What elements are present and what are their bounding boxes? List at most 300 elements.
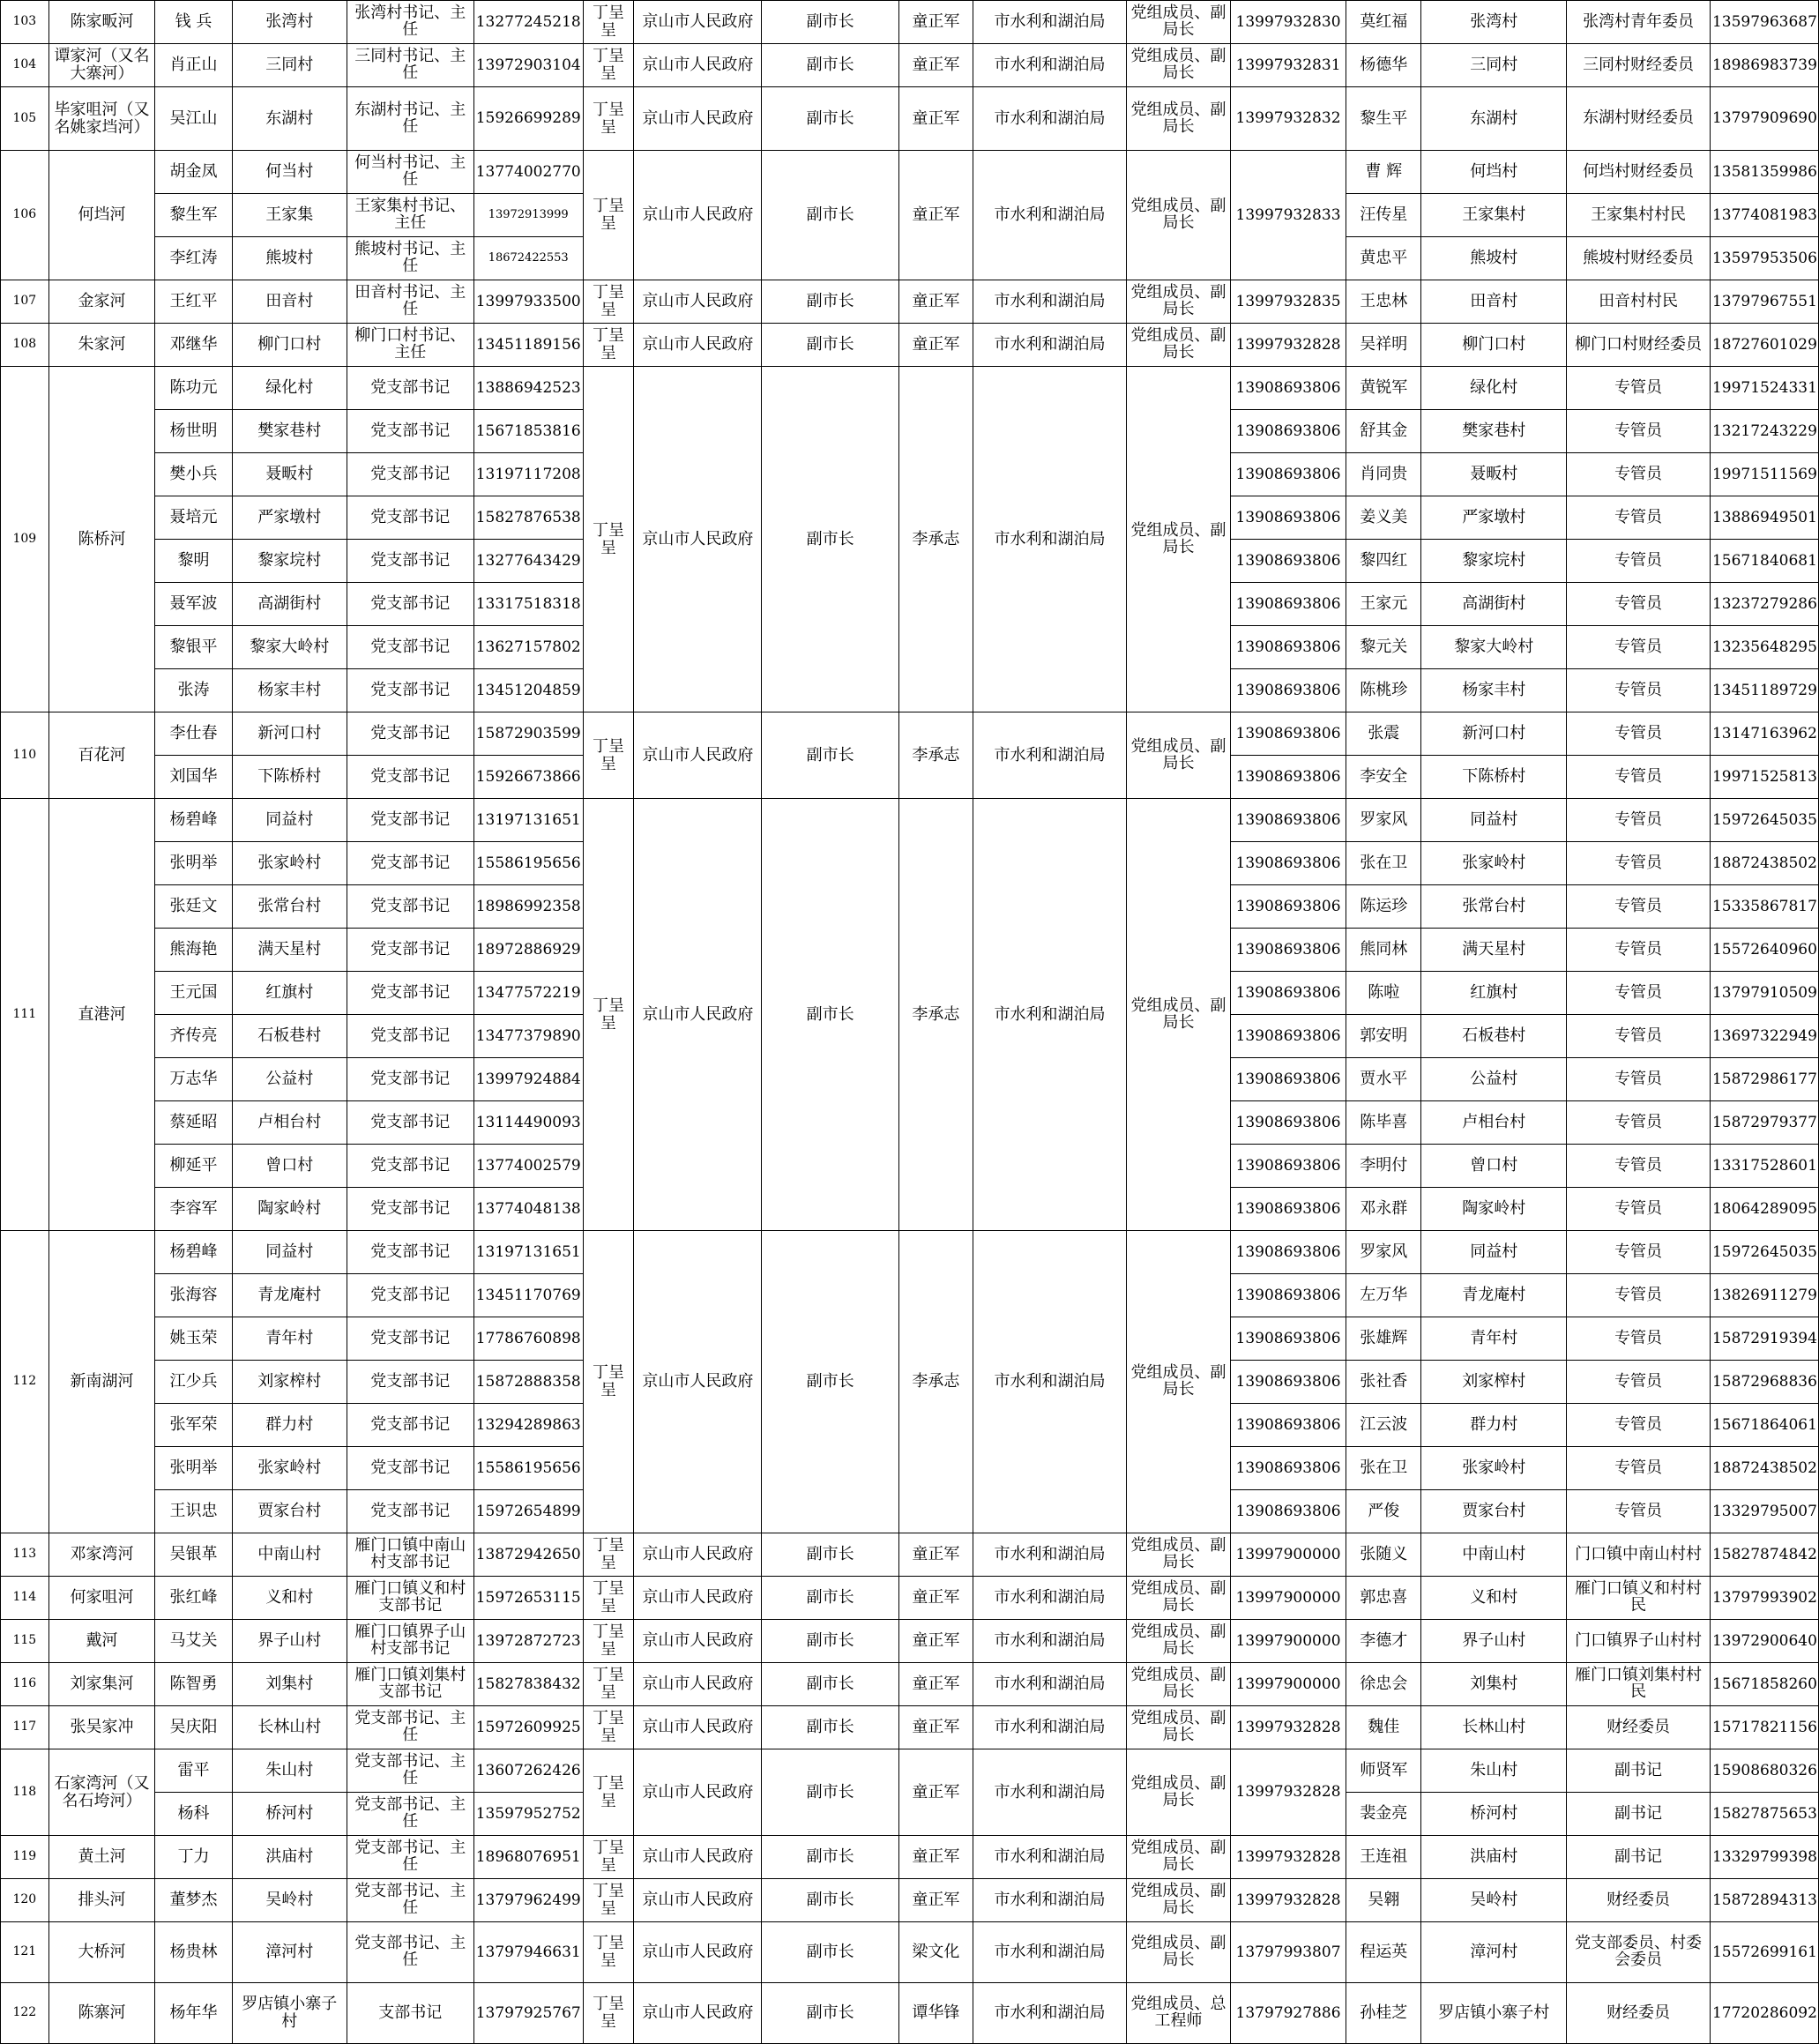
inspector-position-cell: 何垱村财经委员: [1567, 151, 1711, 194]
table-row: [1, 1231, 1819, 1274]
unit-cell: 京山市人民政府: [634, 1836, 762, 1879]
village-phone-cell: 13886942523: [473, 367, 583, 410]
village-chief-cell: 杨贵林: [155, 1922, 232, 1983]
village-name-cell: 张家岭村: [232, 1447, 347, 1490]
inspector-village-cell: 同益村: [1421, 799, 1567, 842]
village-name-cell: 柳门口村: [232, 324, 347, 367]
village-position-cell: 雁门口镇刘集村支部书记: [347, 1663, 473, 1706]
village-chief-cell: 熊海艳: [155, 929, 232, 972]
row-number-cell: 121: [1, 1922, 49, 1983]
village-phone-cell: 18972886929: [473, 929, 583, 972]
contact-position-cell: 党组成员、副局长: [1127, 799, 1231, 1231]
unit-cell: 京山市人民政府: [634, 1, 762, 44]
inspector-phone-cell: 15335867817: [1710, 885, 1818, 929]
contact-dept-cell: 市水利和湖泊局: [973, 44, 1126, 87]
inspector-phone-cell: 15872919394: [1710, 1317, 1818, 1361]
village-chief-cell: 钱 兵: [155, 1, 232, 44]
inspector-village-cell: 青年村: [1421, 1317, 1567, 1361]
inspector-cell: 徐忠会: [1346, 1663, 1421, 1706]
village-chief-cell: 张军荣: [155, 1404, 232, 1447]
inspector-village-cell: 刘家榨村: [1421, 1361, 1567, 1404]
village-chief-cell: 张明举: [155, 842, 232, 885]
contact-phone-cell: 13908693806: [1230, 799, 1346, 842]
county-chief-cell: 丁呈呈: [583, 712, 634, 799]
contact-position-cell: 党组成员、副局长: [1127, 1533, 1231, 1577]
inspector-position-cell: 专管员: [1567, 496, 1711, 540]
village-phone-cell: 15872903599: [473, 712, 583, 756]
village-position-cell: 党支部书记、主任: [347, 1706, 473, 1749]
inspector-phone-cell: 13797993902: [1710, 1577, 1818, 1620]
county-position-cell: 副市长: [762, 280, 898, 324]
table-row: [1, 151, 1819, 194]
village-phone-cell: 13607262426: [473, 1749, 583, 1793]
contact-phone-cell: 13797993807: [1230, 1922, 1346, 1983]
contact-dept-cell: 市水利和湖泊局: [973, 799, 1126, 1231]
river-name-cell: 直港河: [48, 799, 155, 1231]
inspector-village-cell: 桥河村: [1421, 1793, 1567, 1836]
contact-leader-cell: 童正军: [898, 1533, 973, 1577]
inspector-cell: 黎生平: [1346, 87, 1421, 151]
inspector-village-cell: 满天星村: [1421, 929, 1567, 972]
inspector-cell: 孙桂芝: [1346, 1983, 1421, 2044]
inspector-cell: 王家元: [1346, 583, 1421, 626]
village-chief-cell: 杨世明: [155, 410, 232, 453]
village-position-cell: 党支部书记: [347, 583, 473, 626]
village-name-cell: 同益村: [232, 1231, 347, 1274]
village-chief-cell: 张海容: [155, 1274, 232, 1317]
inspector-position-cell: 专管员: [1567, 1404, 1711, 1447]
village-chief-cell: 吴江山: [155, 87, 232, 151]
inspector-phone-cell: 19971525813: [1710, 756, 1818, 799]
inspector-phone-cell: 18986983739: [1710, 44, 1818, 87]
village-phone-cell: 13997933500: [473, 280, 583, 324]
row-number-cell: 115: [1, 1620, 49, 1663]
village-chief-cell: 杨年华: [155, 1983, 232, 2044]
river-name-cell: 戴河: [48, 1620, 155, 1663]
village-phone-cell: 13797946631: [473, 1922, 583, 1983]
inspector-village-cell: 三同村: [1421, 44, 1567, 87]
village-name-cell: 新河口村: [232, 712, 347, 756]
inspector-phone-cell: 19971524331: [1710, 367, 1818, 410]
village-position-cell: 党支部书记、主任: [347, 1922, 473, 1983]
inspector-village-cell: 黎家大岭村: [1421, 626, 1567, 669]
contact-leader-cell: 李承志: [898, 799, 973, 1231]
contact-phone-cell: 13997900000: [1230, 1620, 1346, 1663]
unit-cell: 京山市人民政府: [634, 1620, 762, 1663]
village-position-cell: 党支部书记: [347, 1404, 473, 1447]
contact-dept-cell: 市水利和湖泊局: [973, 712, 1126, 799]
inspector-cell: 熊同林: [1346, 929, 1421, 972]
contact-phone-cell: 13908693806: [1230, 1015, 1346, 1058]
table-row: [1, 1577, 1819, 1620]
river-name-cell: 朱家河: [48, 324, 155, 367]
contact-leader-cell: 李承志: [898, 1231, 973, 1533]
village-name-cell: 严家墩村: [232, 496, 347, 540]
contact-leader-cell: 童正军: [898, 1577, 973, 1620]
village-name-cell: 界子山村: [232, 1620, 347, 1663]
contact-dept-cell: 市水利和湖泊局: [973, 324, 1126, 367]
inspector-village-cell: 漳河村: [1421, 1922, 1567, 1983]
contact-phone-cell: 13908693806: [1230, 1317, 1346, 1361]
inspector-village-cell: 曾口村: [1421, 1145, 1567, 1188]
contact-position-cell: 党组成员、副局长: [1127, 1836, 1231, 1879]
village-name-cell: 贾家台村: [232, 1490, 347, 1533]
river-name-cell: 排头河: [48, 1879, 155, 1922]
inspector-phone-cell: 15671840681: [1710, 540, 1818, 583]
contact-position-cell: 党组成员、总工程师: [1127, 1983, 1231, 2044]
village-name-cell: 黎家垸村: [232, 540, 347, 583]
village-position-cell: 党支部书记: [347, 626, 473, 669]
village-chief-cell: 李红涛: [155, 237, 232, 280]
county-chief-cell: 丁呈呈: [583, 1983, 634, 2044]
village-chief-cell: 陈功元: [155, 367, 232, 410]
contact-dept-cell: 市水利和湖泊局: [973, 1983, 1126, 2044]
contact-phone-cell: 13908693806: [1230, 367, 1346, 410]
river-name-cell: 陈寨河: [48, 1983, 155, 2044]
row-number-cell: 112: [1, 1231, 49, 1533]
village-chief-cell: 杨科: [155, 1793, 232, 1836]
village-phone-cell: 13872942650: [473, 1533, 583, 1577]
village-chief-cell: 黎生军: [155, 194, 232, 237]
inspector-position-cell: 专管员: [1567, 1058, 1711, 1101]
village-chief-cell: 陈智勇: [155, 1663, 232, 1706]
inspector-cell: 张在卫: [1346, 1447, 1421, 1490]
village-name-cell: 田音村: [232, 280, 347, 324]
inspector-village-cell: 朱山村: [1421, 1749, 1567, 1793]
village-phone-cell: 13627157802: [473, 626, 583, 669]
contact-dept-cell: 市水利和湖泊局: [973, 1879, 1126, 1922]
row-number-cell: 117: [1, 1706, 49, 1749]
inspector-position-cell: 雁门口镇义和村村民: [1567, 1577, 1711, 1620]
village-name-cell: 公益村: [232, 1058, 347, 1101]
county-chief-cell: 丁呈呈: [583, 280, 634, 324]
contact-position-cell: 党组成员、副局长: [1127, 712, 1231, 799]
inspector-village-cell: 张家岭村: [1421, 842, 1567, 885]
inspector-phone-cell: 13797910509: [1710, 972, 1818, 1015]
county-chief-cell: 丁呈呈: [583, 1749, 634, 1836]
inspector-village-cell: 樊家巷村: [1421, 410, 1567, 453]
county-position-cell: 副市长: [762, 712, 898, 799]
village-chief-cell: 黎明: [155, 540, 232, 583]
village-position-cell: 三同村书记、主任: [347, 44, 473, 87]
inspector-position-cell: 专管员: [1567, 929, 1711, 972]
inspector-cell: 师贤军: [1346, 1749, 1421, 1793]
contact-position-cell: 党组成员、副局长: [1127, 1922, 1231, 1983]
inspector-cell: 黄锐军: [1346, 367, 1421, 410]
village-chief-cell: 董梦杰: [155, 1879, 232, 1922]
contact-phone-cell: 13997932828: [1230, 1749, 1346, 1836]
village-chief-cell: 王元国: [155, 972, 232, 1015]
inspector-village-cell: 贾家台村: [1421, 1490, 1567, 1533]
inspector-phone-cell: 15972645035: [1710, 1231, 1818, 1274]
row-number-cell: 119: [1, 1836, 49, 1879]
contact-position-cell: 党组成员、副局长: [1127, 44, 1231, 87]
contact-phone-cell: 13997932832: [1230, 87, 1346, 151]
inspector-position-cell: 专管员: [1567, 1317, 1711, 1361]
village-phone-cell: 15972609925: [473, 1706, 583, 1749]
inspector-position-cell: 东湖村财经委员: [1567, 87, 1711, 151]
contact-position-cell: 党组成员、副局长: [1127, 280, 1231, 324]
inspector-position-cell: 专管员: [1567, 885, 1711, 929]
contact-dept-cell: 市水利和湖泊局: [973, 87, 1126, 151]
row-number-cell: 107: [1, 280, 49, 324]
contact-phone-cell: 13908693806: [1230, 1101, 1346, 1145]
village-phone-cell: 13197117208: [473, 453, 583, 496]
county-position-cell: 副市长: [762, 1, 898, 44]
contact-leader-cell: 童正军: [898, 1749, 973, 1836]
village-position-cell: 党支部书记: [347, 540, 473, 583]
inspector-village-cell: 张湾村: [1421, 1, 1567, 44]
inspector-cell: 张随义: [1346, 1533, 1421, 1577]
village-chief-cell: 杨碧峰: [155, 1231, 232, 1274]
village-phone-cell: 15827876538: [473, 496, 583, 540]
village-phone-cell: 13277643429: [473, 540, 583, 583]
inspector-village-cell: 陶家岭村: [1421, 1188, 1567, 1231]
table-row: [1, 799, 1819, 842]
inspector-village-cell: 公益村: [1421, 1058, 1567, 1101]
village-phone-cell: 13477572219: [473, 972, 583, 1015]
village-chief-cell: 张涛: [155, 669, 232, 712]
village-name-cell: 青龙庵村: [232, 1274, 347, 1317]
village-chief-cell: 樊小兵: [155, 453, 232, 496]
village-name-cell: 王家集: [232, 194, 347, 237]
inspector-phone-cell: 17720286092: [1710, 1983, 1818, 2044]
inspector-village-cell: 聂畈村: [1421, 453, 1567, 496]
village-phone-cell: 15926699289: [473, 87, 583, 151]
contact-phone-cell: 13908693806: [1230, 885, 1346, 929]
village-chief-cell: 黎银平: [155, 626, 232, 669]
inspector-position-cell: 专管员: [1567, 1145, 1711, 1188]
unit-cell: 京山市人民政府: [634, 1749, 762, 1836]
village-chief-cell: 李容军: [155, 1188, 232, 1231]
inspector-cell: 郭忠喜: [1346, 1577, 1421, 1620]
village-phone-cell: 18672422553: [473, 237, 583, 280]
village-phone-cell: 13797962499: [473, 1879, 583, 1922]
county-chief-cell: 丁呈呈: [583, 1879, 634, 1922]
contact-dept-cell: 市水利和湖泊局: [973, 1663, 1126, 1706]
contact-position-cell: 党组成员、副局长: [1127, 1749, 1231, 1836]
contact-dept-cell: 市水利和湖泊局: [973, 1533, 1126, 1577]
unit-cell: 京山市人民政府: [634, 324, 762, 367]
village-name-cell: 吴岭村: [232, 1879, 347, 1922]
contact-leader-cell: 童正军: [898, 1663, 973, 1706]
village-position-cell: 党支部书记: [347, 756, 473, 799]
inspector-position-cell: 专管员: [1567, 799, 1711, 842]
county-position-cell: 副市长: [762, 1836, 898, 1879]
inspector-phone-cell: 13581359986: [1710, 151, 1818, 194]
village-name-cell: 曾口村: [232, 1145, 347, 1188]
inspector-position-cell: 副书记: [1567, 1836, 1711, 1879]
village-position-cell: 熊坡村书记、主任: [347, 237, 473, 280]
village-chief-cell: 张廷文: [155, 885, 232, 929]
contact-phone-cell: 13997932831: [1230, 44, 1346, 87]
contact-phone-cell: 13997932835: [1230, 280, 1346, 324]
village-phone-cell: 13477379890: [473, 1015, 583, 1058]
unit-cell: 京山市人民政府: [634, 1231, 762, 1533]
inspector-cell: 张在卫: [1346, 842, 1421, 885]
inspector-village-cell: 下陈桥村: [1421, 756, 1567, 799]
village-chief-cell: 雷平: [155, 1749, 232, 1793]
contact-phone-cell: 13908693806: [1230, 972, 1346, 1015]
village-chief-cell: 刘国华: [155, 756, 232, 799]
inspector-phone-cell: 15572699161: [1710, 1922, 1818, 1983]
contact-position-cell: 党组成员、副局长: [1127, 367, 1231, 712]
contact-phone-cell: 13908693806: [1230, 583, 1346, 626]
village-position-cell: 党支部书记: [347, 1015, 473, 1058]
contact-leader-cell: 童正军: [898, 1706, 973, 1749]
contact-leader-cell: 李承志: [898, 712, 973, 799]
contact-phone-cell: 13997932828: [1230, 1879, 1346, 1922]
contact-phone-cell: 13908693806: [1230, 1274, 1346, 1317]
contact-position-cell: 党组成员、副局长: [1127, 1879, 1231, 1922]
inspector-position-cell: 专管员: [1567, 1361, 1711, 1404]
inspector-cell: 张雄辉: [1346, 1317, 1421, 1361]
inspector-position-cell: 专管员: [1567, 669, 1711, 712]
inspector-position-cell: 专管员: [1567, 842, 1711, 885]
contact-phone-cell: 13997932828: [1230, 1706, 1346, 1749]
inspector-position-cell: 专管员: [1567, 453, 1711, 496]
contact-leader-cell: 童正军: [898, 280, 973, 324]
contact-phone-cell: 13908693806: [1230, 1447, 1346, 1490]
village-name-cell: 朱山村: [232, 1749, 347, 1793]
inspector-phone-cell: 15827875653: [1710, 1793, 1818, 1836]
village-chief-cell: 江少兵: [155, 1361, 232, 1404]
village-position-cell: 党支部书记: [347, 1145, 473, 1188]
village-phone-cell: 13451170769: [473, 1274, 583, 1317]
table-row: [1, 1, 1819, 44]
inspector-phone-cell: 13797967551: [1710, 280, 1818, 324]
county-position-cell: 副市长: [762, 324, 898, 367]
contact-position-cell: 党组成员、副局长: [1127, 1577, 1231, 1620]
contact-phone-cell: 13997900000: [1230, 1663, 1346, 1706]
inspector-phone-cell: 15872986177: [1710, 1058, 1818, 1101]
village-phone-cell: 18986992358: [473, 885, 583, 929]
village-phone-cell: 15972654899: [473, 1490, 583, 1533]
contact-phone-cell: 13997900000: [1230, 1533, 1346, 1577]
inspector-village-cell: 何垱村: [1421, 151, 1567, 194]
inspector-village-cell: 洪庙村: [1421, 1836, 1567, 1879]
river-name-cell: 陈桥河: [48, 367, 155, 712]
village-position-cell: 东湖村书记、主任: [347, 87, 473, 151]
inspector-cell: 程运英: [1346, 1922, 1421, 1983]
county-position-cell: 副市长: [762, 799, 898, 1231]
inspector-phone-cell: 18872438502: [1710, 1447, 1818, 1490]
county-chief-cell: 丁呈呈: [583, 799, 634, 1231]
village-position-cell: 党支部书记: [347, 453, 473, 496]
village-name-cell: 张湾村: [232, 1, 347, 44]
county-chief-cell: 丁呈呈: [583, 87, 634, 151]
inspector-position-cell: 财经委员: [1567, 1879, 1711, 1922]
village-position-cell: 何当村书记、主任: [347, 151, 473, 194]
inspector-cell: 严俊: [1346, 1490, 1421, 1533]
village-phone-cell: 15671853816: [473, 410, 583, 453]
village-chief-cell: 李仕春: [155, 712, 232, 756]
contact-position-cell: 党组成员、副局长: [1127, 1231, 1231, 1533]
contact-dept-cell: 市水利和湖泊局: [973, 367, 1126, 712]
village-name-cell: 熊坡村: [232, 237, 347, 280]
river-name-cell: 刘家集河: [48, 1663, 155, 1706]
village-phone-cell: 15827838432: [473, 1663, 583, 1706]
contact-leader-cell: 梁文化: [898, 1922, 973, 1983]
county-chief-cell: 丁呈呈: [583, 324, 634, 367]
inspector-village-cell: 东湖村: [1421, 87, 1567, 151]
table-row: [1, 280, 1819, 324]
unit-cell: 京山市人民政府: [634, 151, 762, 280]
river-name-cell: 张吴家冲: [48, 1706, 155, 1749]
inspector-village-cell: 柳门口村: [1421, 324, 1567, 367]
inspector-phone-cell: 15827874842: [1710, 1533, 1818, 1577]
village-chief-cell: 柳延平: [155, 1145, 232, 1188]
inspector-village-cell: 同益村: [1421, 1231, 1567, 1274]
village-position-cell: 党支部书记: [347, 1231, 473, 1274]
inspector-cell: 罗家风: [1346, 1231, 1421, 1274]
unit-cell: 京山市人民政府: [634, 44, 762, 87]
contact-position-cell: 党组成员、副局长: [1127, 1620, 1231, 1663]
contact-leader-cell: 童正军: [898, 1836, 973, 1879]
contact-dept-cell: 市水利和湖泊局: [973, 1836, 1126, 1879]
village-position-cell: 雁门口镇义和村支部书记: [347, 1577, 473, 1620]
inspector-position-cell: 专管员: [1567, 756, 1711, 799]
table-row: [1, 1836, 1819, 1879]
inspector-phone-cell: 13329795007: [1710, 1490, 1818, 1533]
village-position-cell: 党支部书记: [347, 410, 473, 453]
inspector-phone-cell: 15872894313: [1710, 1879, 1818, 1922]
village-chief-cell: 张明举: [155, 1447, 232, 1490]
inspector-position-cell: 专管员: [1567, 1490, 1711, 1533]
inspector-phone-cell: 13147163962: [1710, 712, 1818, 756]
river-name-cell: 邓家湾河: [48, 1533, 155, 1577]
inspector-phone-cell: 13329799398: [1710, 1836, 1818, 1879]
inspector-cell: 吴祥明: [1346, 324, 1421, 367]
inspector-village-cell: 中南山村: [1421, 1533, 1567, 1577]
village-name-cell: 中南山村: [232, 1533, 347, 1577]
row-number-cell: 103: [1, 1, 49, 44]
county-chief-cell: 丁呈呈: [583, 1533, 634, 1577]
row-number-cell: 105: [1, 87, 49, 151]
county-chief-cell: 丁呈呈: [583, 1922, 634, 1983]
inspector-cell: 陈桃珍: [1346, 669, 1421, 712]
inspector-cell: 郭安明: [1346, 1015, 1421, 1058]
row-number-cell: 120: [1, 1879, 49, 1922]
contact-phone-cell: 13997932833: [1230, 151, 1346, 280]
inspector-cell: 王连祖: [1346, 1836, 1421, 1879]
inspector-position-cell: 副书记: [1567, 1749, 1711, 1793]
inspector-village-cell: 新河口村: [1421, 712, 1567, 756]
unit-cell: 京山市人民政府: [634, 1577, 762, 1620]
inspector-cell: 张震: [1346, 712, 1421, 756]
inspector-phone-cell: 13451189729: [1710, 669, 1818, 712]
village-phone-cell: 18968076951: [473, 1836, 583, 1879]
village-position-cell: 党支部书记: [347, 1274, 473, 1317]
inspector-position-cell: 财经委员: [1567, 1983, 1711, 2044]
contact-phone-cell: 13908693806: [1230, 1361, 1346, 1404]
contact-phone-cell: 13908693806: [1230, 842, 1346, 885]
county-position-cell: 副市长: [762, 367, 898, 712]
village-phone-cell: 15926673866: [473, 756, 583, 799]
inspector-cell: 罗家风: [1346, 799, 1421, 842]
village-name-cell: 何当村: [232, 151, 347, 194]
row-number-cell: 108: [1, 324, 49, 367]
inspector-position-cell: 田音村村民: [1567, 280, 1711, 324]
inspector-phone-cell: 15908680326: [1710, 1749, 1818, 1793]
inspector-position-cell: 专管员: [1567, 972, 1711, 1015]
row-number-cell: 109: [1, 367, 49, 712]
inspector-village-cell: 罗店镇小寨子村: [1421, 1983, 1567, 2044]
village-name-cell: 黎家大岭村: [232, 626, 347, 669]
unit-cell: 京山市人民政府: [634, 87, 762, 151]
village-position-cell: 支部书记: [347, 1983, 473, 2044]
village-phone-cell: 13597952752: [473, 1793, 583, 1836]
